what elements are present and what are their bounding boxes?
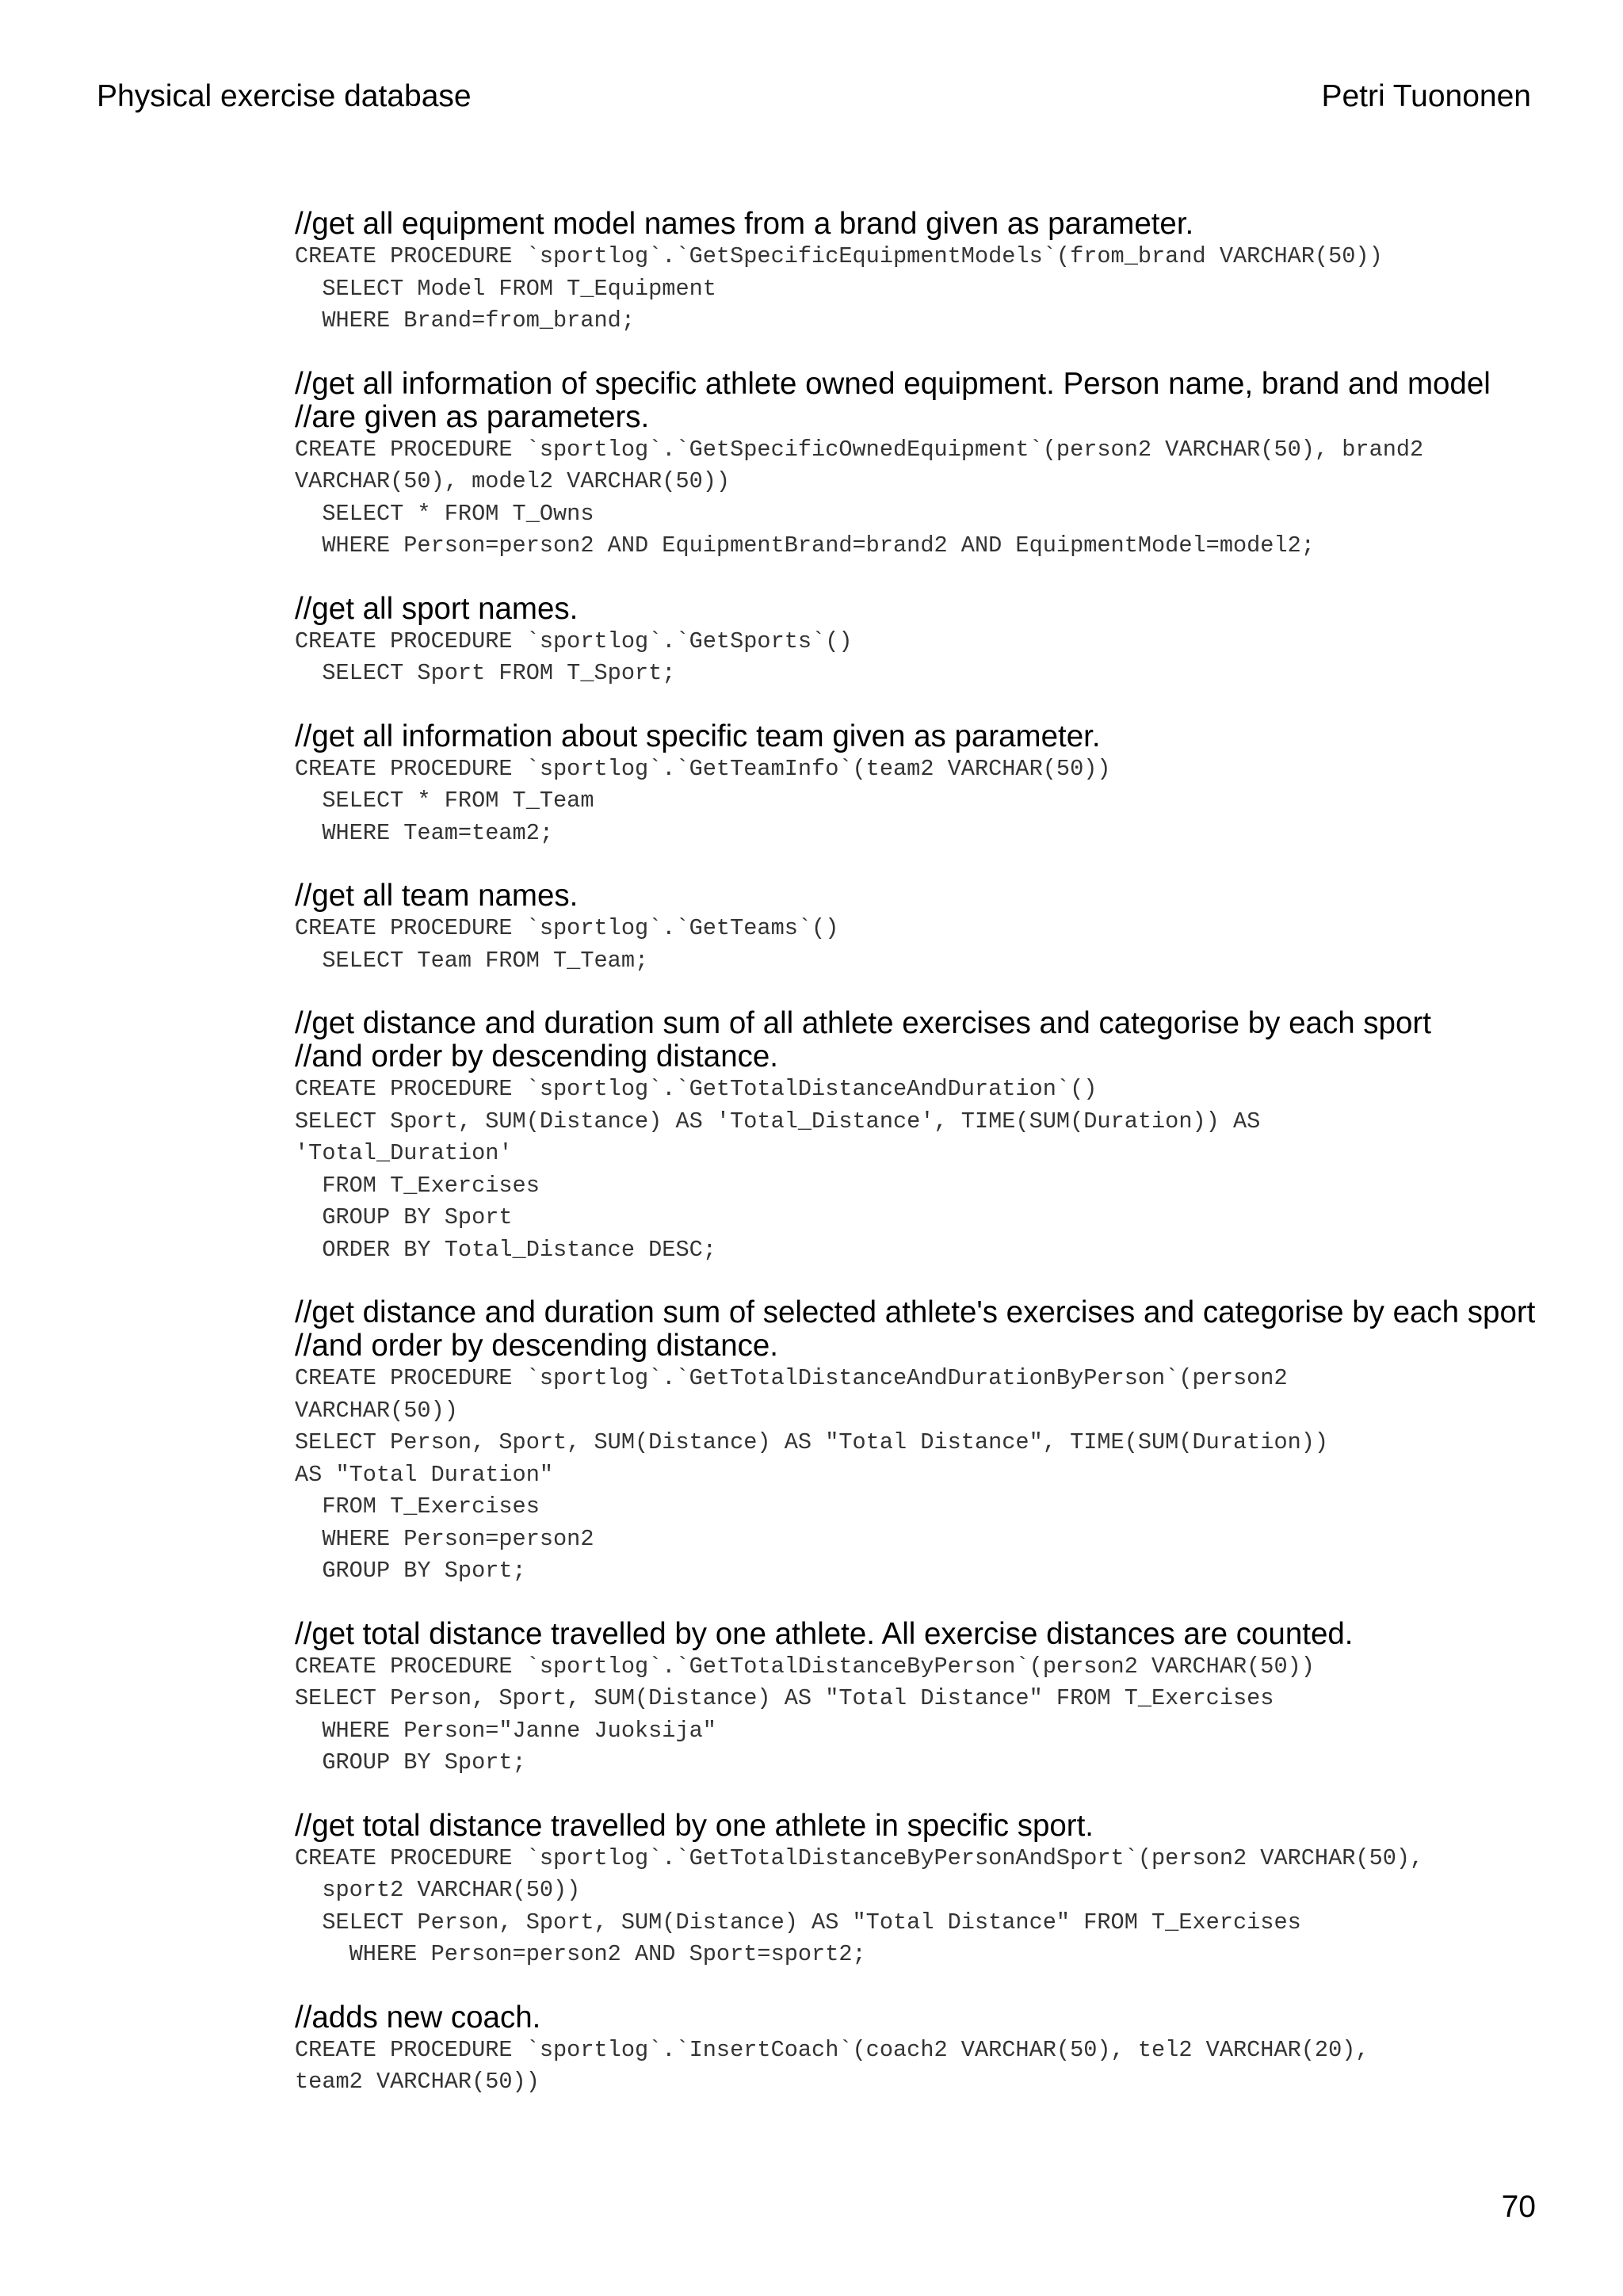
procedure-block — [295, 593, 1531, 690]
procedure-comment-line: //are given as parameters. — [295, 399, 650, 434]
sql-code-line: CREATE PROCEDURE `sportlog`.`GetTotalDistanceAndDuration`() — [295, 1076, 1098, 1102]
sql-code-line: VARCHAR(50)) — [295, 1397, 458, 1424]
sql-code-line: SELECT Sport, SUM(Distance) AS 'Total_Distance', TIME(SUM(Duration)) AS — [295, 1108, 1261, 1135]
procedure-comment-line: //get total distance travelled by one athlete. All exercise distances are counted. — [295, 1616, 1354, 1651]
procedure-comment-line: //get distance and duration sum of all athlete exercises and categorise by each sport — [295, 1006, 1431, 1040]
sql-code-line: CREATE PROCEDURE `sportlog`.`GetSpecificEquipmentModels`(from_brand VARCHAR(50)) — [295, 243, 1383, 269]
sql-code-line: AS "Total Duration" — [295, 1461, 554, 1488]
sql-code-line: sport2 VARCHAR(50)) — [295, 1877, 581, 1903]
sql-code-line: GROUP BY Sport; — [295, 1749, 526, 1775]
procedure-comment-line: //get all equipment model names from a brand given as parameter. — [295, 207, 1194, 241]
sql-code-line: GROUP BY Sport; — [295, 1558, 526, 1584]
procedure-comment-line: //and order by descending distance. — [295, 1039, 778, 1074]
document-body — [295, 207, 1536, 2129]
procedure-comment-line: //get total distance travelled by one athlete in specific sport. — [295, 1808, 1094, 1843]
sql-code-line: CREATE PROCEDURE `sportlog`.`GetTeams`() — [295, 915, 839, 941]
sql-code-line: CREATE PROCEDURE `sportlog`.`InsertCoach`(coach2 VARCHAR(50), tel2 VARCHAR(20), — [295, 2036, 1369, 2063]
procedure-block — [295, 879, 1531, 977]
sql-code-line: SELECT * FROM T_Owns — [295, 500, 594, 527]
sql-code-line: SELECT Person, Sport, SUM(Distance) AS "Total Distance" FROM T_Exercises — [295, 1909, 1301, 1936]
procedure-block — [295, 1295, 1536, 1588]
running-header-title: Physical exercise database — [97, 79, 472, 113]
sql-code-line: GROUP BY Sport — [295, 1204, 513, 1230]
procedure-comment-line: //get distance and duration sum of selected athlete's exercises and categorise by each sport — [295, 1295, 1536, 1329]
sql-code-line: SELECT Model FROM T_Equipment — [295, 275, 716, 302]
procedure-block — [295, 720, 1531, 850]
running-header-author: Petri Tuononen — [1321, 79, 1531, 113]
page-number: 70 — [1501, 2190, 1536, 2224]
sql-code-line: SELECT Team FROM T_Team; — [295, 947, 649, 974]
procedure-block — [295, 2001, 1531, 2099]
sql-code-line: SELECT Sport FROM T_Sport; — [295, 660, 676, 686]
sql-code-line: WHERE Person=person2 AND EquipmentBrand=brand2 AND EquipmentModel=model2; — [295, 532, 1315, 559]
sql-code-line: FROM T_Exercises — [295, 1493, 540, 1520]
sql-code-line: CREATE PROCEDURE `sportlog`.`GetTotalDistanceAndDurationByPerson`(person2 — [295, 1365, 1288, 1391]
sql-code-line: WHERE Team=team2; — [295, 819, 554, 846]
sql-code-line: WHERE Person="Janne Juoksija" — [295, 1717, 716, 1744]
sql-code-line: ORDER BY Total_Distance DESC; — [295, 1236, 716, 1263]
sql-code-line: SELECT Person, Sport, SUM(Distance) AS "Total Distance", TIME(SUM(Duration)) — [295, 1429, 1329, 1455]
procedure-comment-line: //get all information of specific athlete owned equipment. Person name, brand and model — [295, 366, 1491, 401]
sql-code-line: SELECT * FROM T_Team — [295, 788, 594, 814]
procedure-comment-line: //adds new coach. — [295, 2000, 541, 2035]
procedure-block — [295, 208, 1531, 338]
procedure-comment-line: //and order by descending distance. — [295, 1329, 778, 1363]
sql-code-line: CREATE PROCEDURE `sportlog`.`GetSpecificOwnedEquipment`(person2 VARCHAR(50), brand2 — [295, 436, 1424, 463]
sql-code-line: 'Total_Duration' — [295, 1140, 513, 1166]
sql-code-line: CREATE PROCEDURE `sportlog`.`GetSports`() — [295, 627, 853, 654]
sql-code-line: CREATE PROCEDURE `sportlog`.`GetTeamInfo`(team2 VARCHAR(50)) — [295, 755, 1111, 782]
sql-code-line: CREATE PROCEDURE `sportlog`.`GetTotalDistanceByPersonAndSport`(person2 VARCHAR(50), — [295, 1844, 1424, 1871]
procedure-comment-line: //get all information about specific team given as parameter. — [295, 719, 1101, 753]
sql-code-line: WHERE Brand=from_brand; — [295, 307, 635, 334]
sql-code-line: VARCHAR(50), model2 VARCHAR(50)) — [295, 468, 731, 494]
sql-code-line: CREATE PROCEDURE `sportlog`.`GetTotalDistanceByPerson`(person2 VARCHAR(50)) — [295, 1653, 1315, 1680]
procedure-comment-line: //get all sport names. — [295, 591, 579, 626]
sql-code-line: WHERE Person=person2 AND Sport=sport2; — [295, 1941, 866, 1967]
procedure-block — [295, 1007, 1531, 1266]
procedure-block — [295, 368, 1531, 563]
sql-code-line: team2 VARCHAR(50)) — [295, 2069, 540, 2095]
procedure-block — [295, 1618, 1531, 1779]
procedure-block — [295, 1810, 1531, 1971]
sql-code-line: FROM T_Exercises — [295, 1172, 540, 1199]
sql-code-line: SELECT Person, Sport, SUM(Distance) AS "Total Distance" FROM T_Exercises — [295, 1685, 1274, 1711]
sql-code-line: WHERE Person=person2 — [295, 1525, 594, 1552]
procedure-comment-line: //get all team names. — [295, 879, 579, 913]
